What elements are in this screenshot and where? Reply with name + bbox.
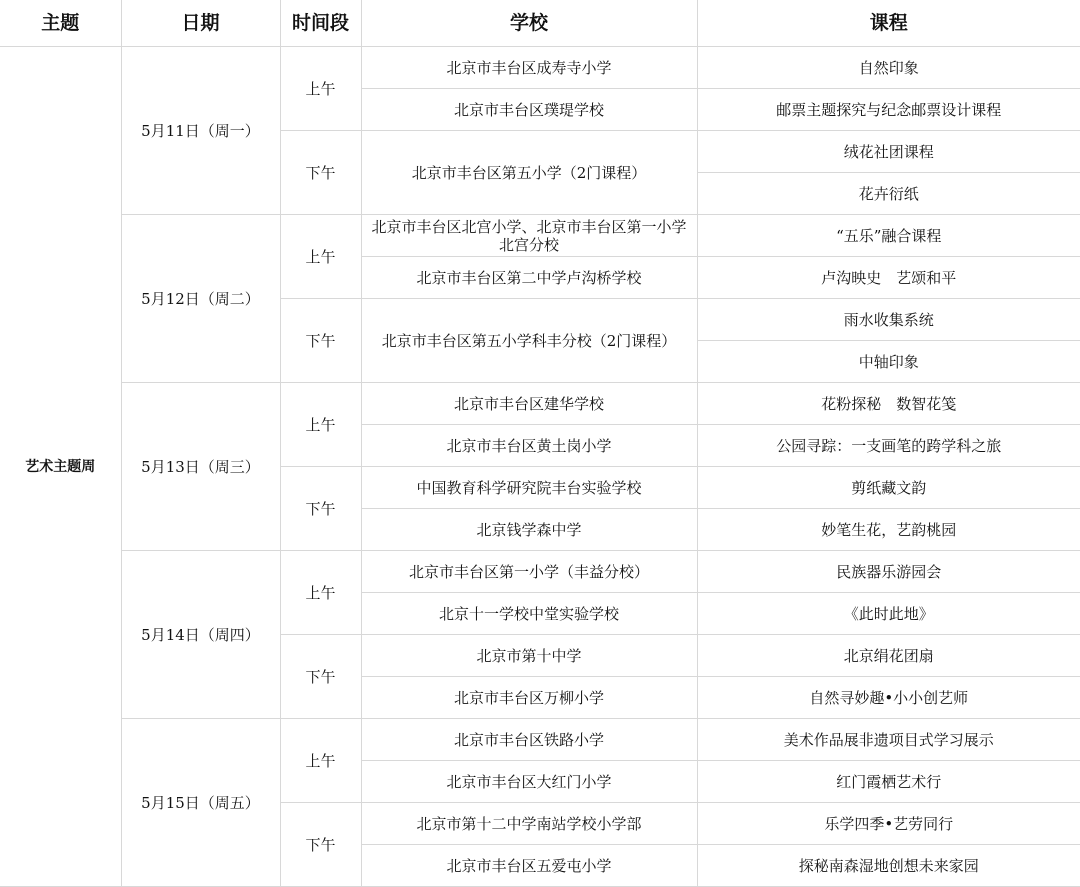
date-cell: 5月12日（周二） [121, 215, 280, 383]
course-cell: 公园寻踪：一支画笔的跨学科之旅 [697, 425, 1080, 467]
period-cell: 上午 [280, 551, 361, 635]
header-date: 日期 [121, 0, 280, 47]
school-cell: 北京市第十二中学南站学校小学部 [361, 803, 697, 845]
table-row [0, 383, 1080, 425]
course-cell: 民族器乐游园会 [697, 551, 1080, 593]
school-cell: 北京市第十中学 [361, 635, 697, 677]
period-cell: 上午 [280, 719, 361, 803]
school-cell: 北京钱学森中学 [361, 509, 697, 551]
course-cell: “五乐”融合课程 [697, 215, 1080, 257]
header-period: 时间段 [280, 0, 361, 47]
table-row [0, 47, 1080, 89]
course-cell: 北京绢花团扇 [697, 635, 1080, 677]
course-cell: 自然印象 [697, 47, 1080, 89]
period-cell: 下午 [280, 131, 361, 215]
period-cell: 下午 [280, 299, 361, 383]
schedule-body [0, 47, 1080, 887]
school-cell: 北京市丰台区建华学校 [361, 383, 697, 425]
school-cell: 北京市丰台区璞瑅学校 [361, 89, 697, 131]
course-cell: 妙笔生花，艺韵桃园 [697, 509, 1080, 551]
school-cell: 北京市丰台区第二中学卢沟桥学校 [361, 257, 697, 299]
course-cell: 花卉衍纸 [697, 173, 1080, 215]
date-cell: 5月15日（周五） [121, 719, 280, 887]
course-cell: 《此时此地》 [697, 593, 1080, 635]
table-row [0, 215, 1080, 257]
period-cell: 上午 [280, 47, 361, 131]
period-cell: 下午 [280, 803, 361, 887]
school-cell: 北京市丰台区万柳小学 [361, 677, 697, 719]
period-cell: 上午 [280, 215, 361, 299]
header-row [0, 0, 1080, 47]
header-school: 学校 [361, 0, 697, 47]
theme-cell: 艺术主题周 [0, 47, 121, 887]
school-cell: 北京十一学校中堂实验学校 [361, 593, 697, 635]
school-cell: 北京市丰台区五爱屯小学 [361, 845, 697, 887]
course-cell: 美术作品展非遗项目式学习展示 [697, 719, 1080, 761]
school-cell: 北京市丰台区第一小学（丰益分校） [361, 551, 697, 593]
school-cell: 北京市丰台区北宫小学、北京市丰台区第一小学北宫分校 [361, 215, 697, 257]
period-cell: 下午 [280, 467, 361, 551]
school-cell: 北京市丰台区黄土岗小学 [361, 425, 697, 467]
school-cell: 北京市丰台区大红门小学 [361, 761, 697, 803]
course-cell: 中轴印象 [697, 341, 1080, 383]
school-cell: 中国教育科学研究院丰台实验学校 [361, 467, 697, 509]
course-cell: 乐学四季•艺劳同行 [697, 803, 1080, 845]
course-cell: 自然寻妙趣•小小创艺师 [697, 677, 1080, 719]
course-cell: 花粉探秘 数智花笺 [697, 383, 1080, 425]
header-course: 课程 [697, 0, 1080, 47]
table-row [0, 551, 1080, 593]
course-cell: 红门霞栖艺术行 [697, 761, 1080, 803]
table-row [0, 719, 1080, 761]
school-cell: 北京市丰台区第五小学科丰分校（2门课程） [361, 299, 697, 383]
period-cell: 上午 [280, 383, 361, 467]
school-cell: 北京市丰台区成寿寺小学 [361, 47, 697, 89]
date-cell: 5月11日（周一） [121, 47, 280, 215]
course-cell: 绒花社团课程 [697, 131, 1080, 173]
school-cell: 北京市丰台区第五小学（2门课程） [361, 131, 697, 215]
course-cell: 探秘南森湿地创想未来家园 [697, 845, 1080, 887]
date-cell: 5月13日（周三） [121, 383, 280, 551]
course-cell: 剪纸藏文韵 [697, 467, 1080, 509]
course-cell: 雨水收集系统 [697, 299, 1080, 341]
course-cell: 卢沟映史 艺颂和平 [697, 257, 1080, 299]
school-cell: 北京市丰台区铁路小学 [361, 719, 697, 761]
period-cell: 下午 [280, 635, 361, 719]
course-cell: 邮票主题探究与纪念邮票设计课程 [697, 89, 1080, 131]
date-cell: 5月14日（周四） [121, 551, 280, 719]
header-theme: 主题 [0, 0, 121, 47]
